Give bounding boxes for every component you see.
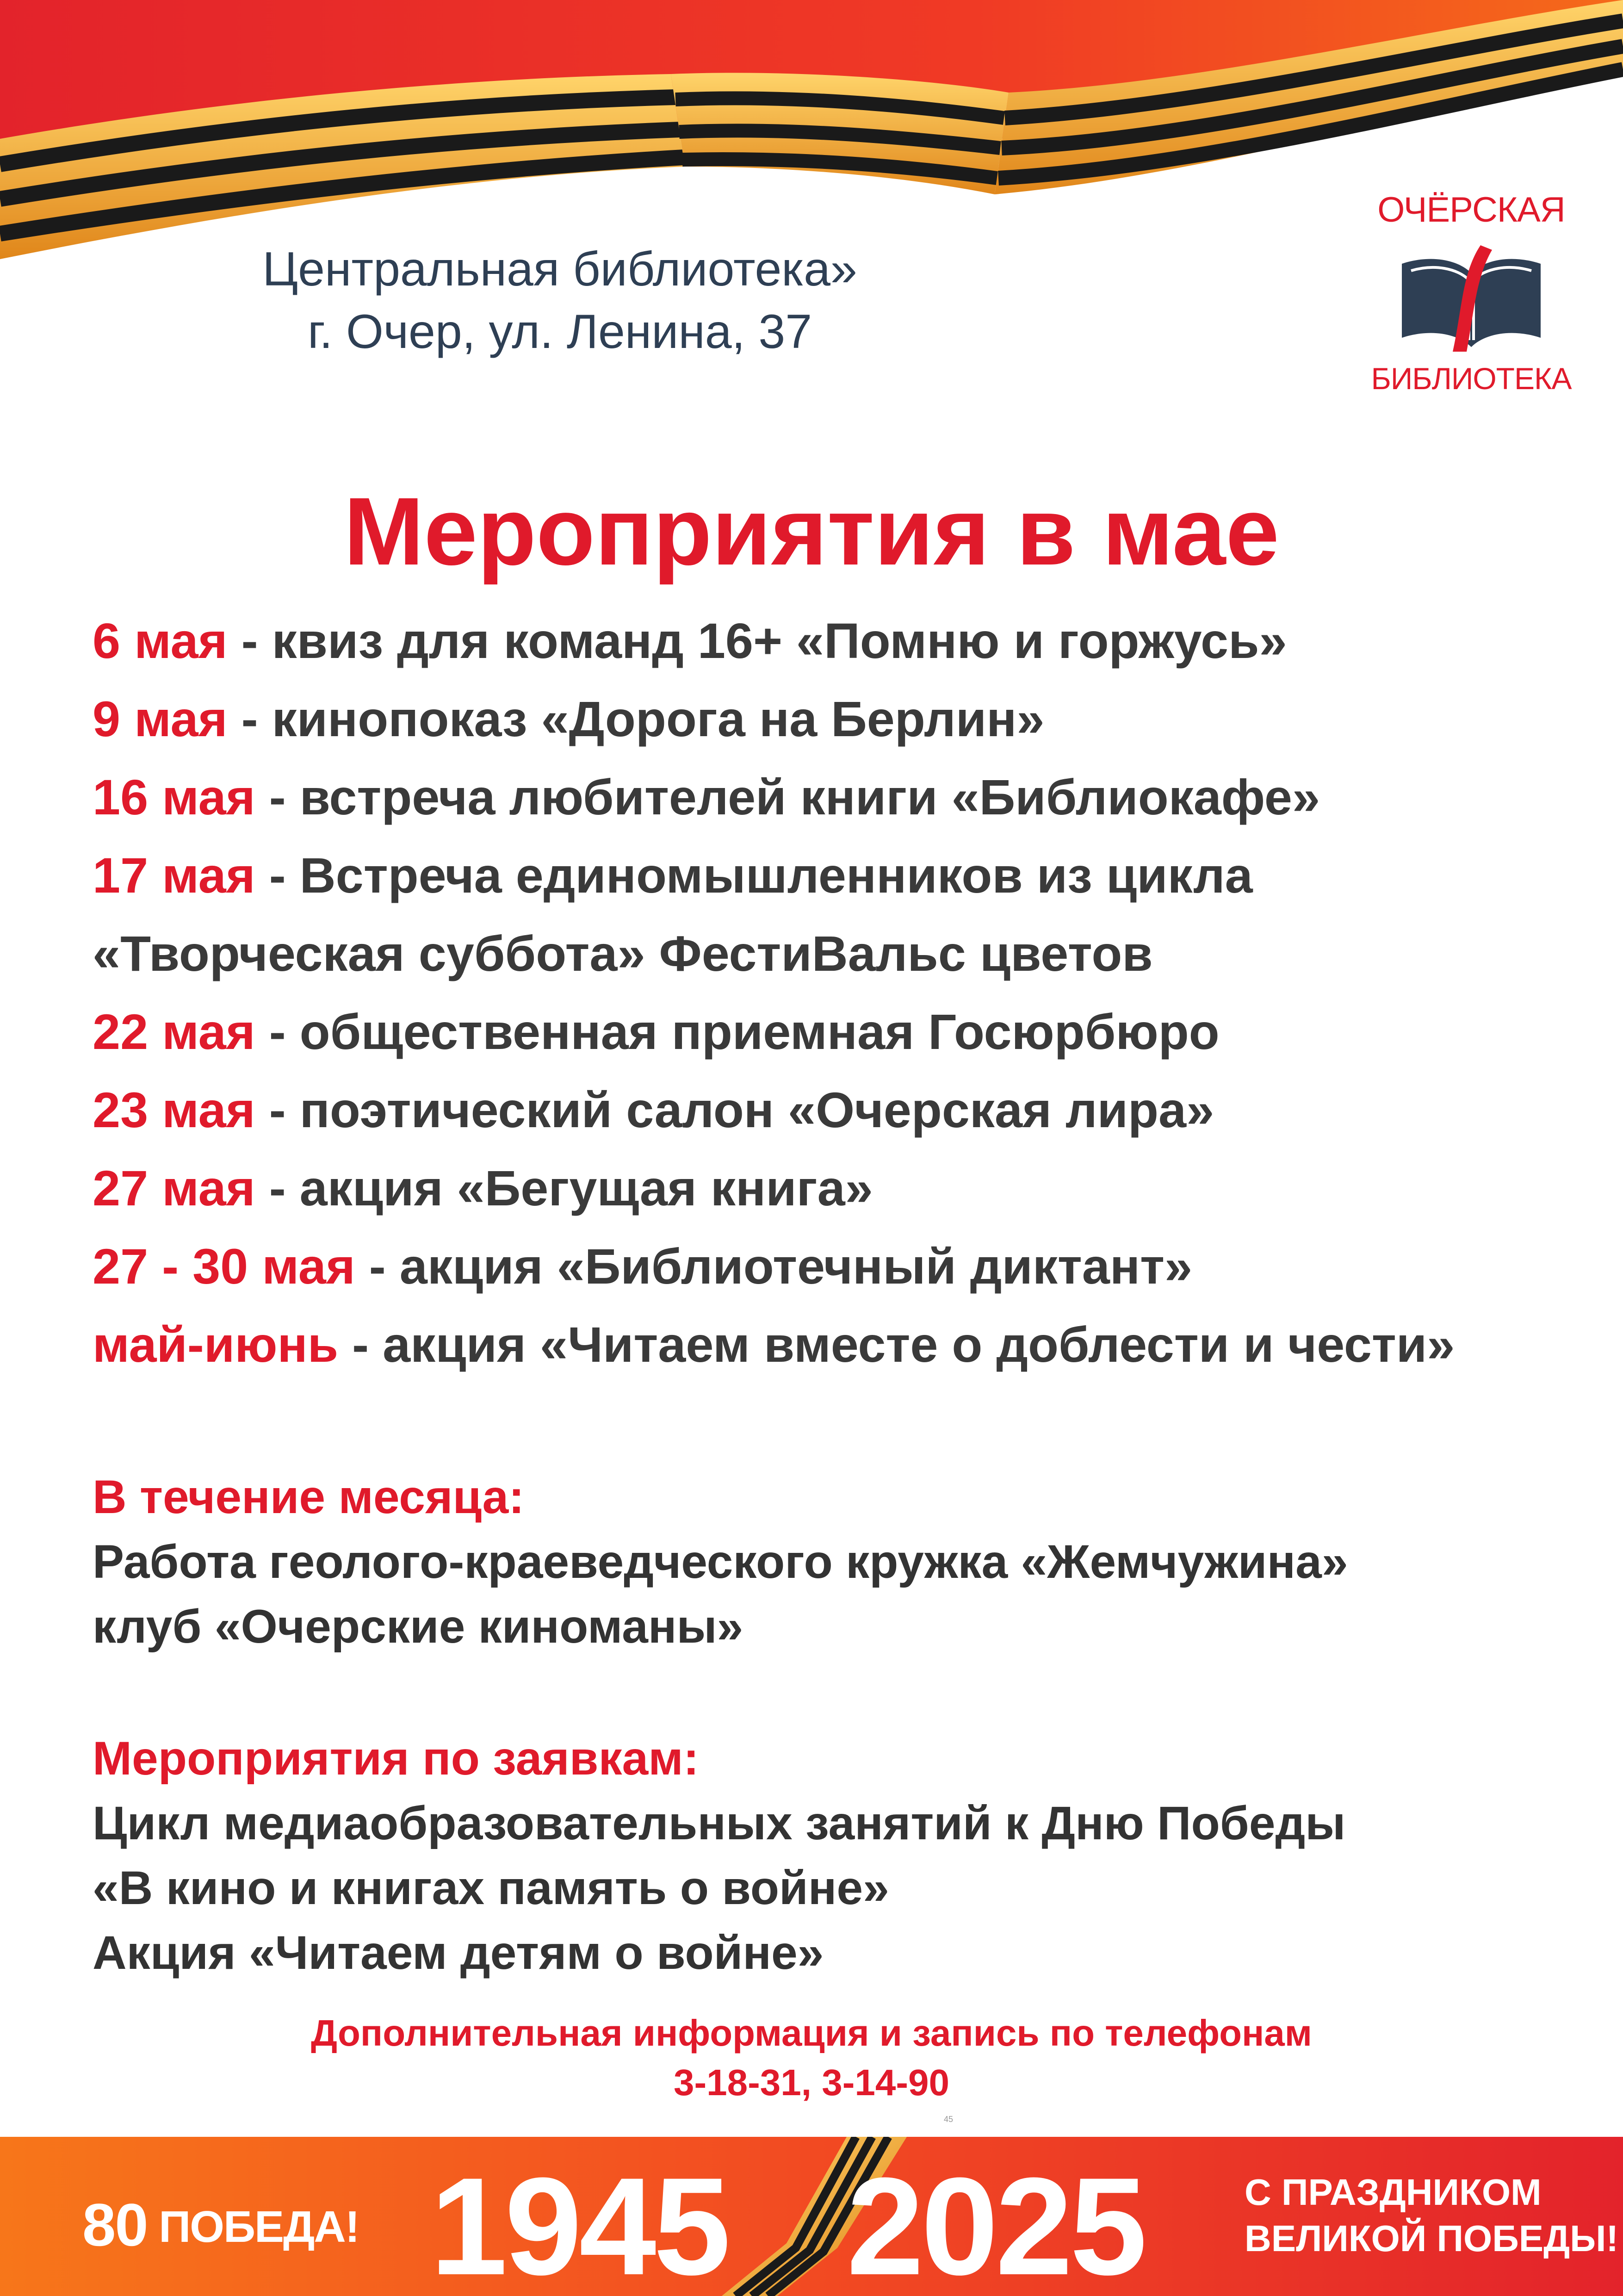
- monthly-line: клуб «Очерские киноманы»: [93, 1600, 743, 1653]
- event-date: май-июнь: [93, 1316, 339, 1372]
- event-date: 6 мая: [93, 613, 228, 669]
- on-request-section: [93, 1726, 1573, 1985]
- event-description: - акция «Читаем вместе о доблести и чести»: [338, 1316, 1455, 1372]
- event-description: - акция «Библиотечный диктант»: [355, 1238, 1193, 1294]
- event-description: - поэтический салон «Очерская лира»: [255, 1082, 1214, 1138]
- event-item: [93, 1071, 1596, 1149]
- address-line-2: г. Очер, ул. Ленина, 37: [307, 305, 812, 359]
- event-item: [93, 758, 1596, 836]
- on-request-line: «В кино и книгах память о войне»: [93, 1862, 889, 1914]
- logo-text-top: ОЧЁРСКАЯ: [1377, 190, 1565, 230]
- event-description: - квиз для команд 16+ «Помню и горжусь»: [227, 613, 1287, 669]
- contact-phones: 3-18-31, 3-14-90: [674, 2062, 949, 2103]
- address-line-1: Центральная библиотека»: [262, 242, 857, 296]
- event-item: [93, 836, 1596, 914]
- event-description: «Творческая суббота» ФестиВальс цветов: [93, 925, 1153, 981]
- monthly-line: Работа геолого-краеведческого кружка «Жемчужина»: [93, 1535, 1348, 1588]
- events-list: [93, 602, 1596, 1384]
- year-start: 1945: [430, 2148, 728, 2296]
- event-description: - акция «Бегущая книга»: [255, 1160, 873, 1216]
- event-item: [93, 993, 1596, 1071]
- contact-info: Дополнительная информация и запись по телефонам: [311, 2012, 1312, 2054]
- page-number: 45: [944, 2115, 954, 2124]
- event-date: 22 мая: [93, 1004, 255, 1060]
- event-date: 23 мая: [93, 1082, 255, 1138]
- library-address: [167, 238, 953, 363]
- victory-text: ПОБЕДА!: [159, 2202, 359, 2252]
- event-item: [93, 1149, 1596, 1227]
- event-item-continuation: [93, 914, 1596, 993]
- event-description: - Встреча единомышленников из цикла: [255, 847, 1253, 903]
- on-request-line: Цикл медиаобразовательных занятий к Дню Победы: [93, 1797, 1346, 1849]
- event-date: 9 мая: [93, 691, 228, 747]
- event-date: 27 мая: [93, 1160, 255, 1216]
- open-book-icon: [1393, 236, 1550, 356]
- event-item: [93, 1227, 1596, 1305]
- year-end: 2025: [847, 2148, 1145, 2296]
- event-item: [93, 1305, 1596, 1384]
- on-request-heading: Мероприятия по заявкам:: [93, 1732, 699, 1785]
- event-item: [93, 602, 1596, 680]
- victory-number: 80: [82, 2191, 148, 2259]
- monthly-section: [93, 1464, 1573, 1659]
- event-date: 27 - 30 мая: [93, 1238, 355, 1294]
- victory-80-label: [82, 2190, 359, 2259]
- library-logo: [1356, 190, 1587, 403]
- event-item: [93, 680, 1596, 758]
- victory-banner: [0, 2137, 1623, 2296]
- greeting-line-2: ВЕЛИКОЙ ПОБЕДЫ!: [1245, 2218, 1619, 2259]
- monthly-heading: В течение месяца:: [93, 1471, 525, 1523]
- event-date: 17 мая: [93, 847, 255, 903]
- event-date: 16 мая: [93, 769, 255, 825]
- greeting-line-1: С ПРАЗДНИКОМ: [1245, 2172, 1542, 2213]
- on-request-line: Акция «Читаем детям о войне»: [93, 1926, 824, 1979]
- logo-text-bottom: БИБЛИОТЕКА: [1371, 361, 1572, 396]
- event-description: - кинопоказ «Дорога на Берлин»: [227, 691, 1045, 747]
- page-title: Мероприятия в мае: [343, 478, 1279, 585]
- event-description: - встреча любителей книги «Библиокафе»: [255, 769, 1320, 825]
- event-description: - общественная приемная Госюрбюро: [255, 1004, 1220, 1060]
- holiday-greeting: [1245, 2169, 1619, 2262]
